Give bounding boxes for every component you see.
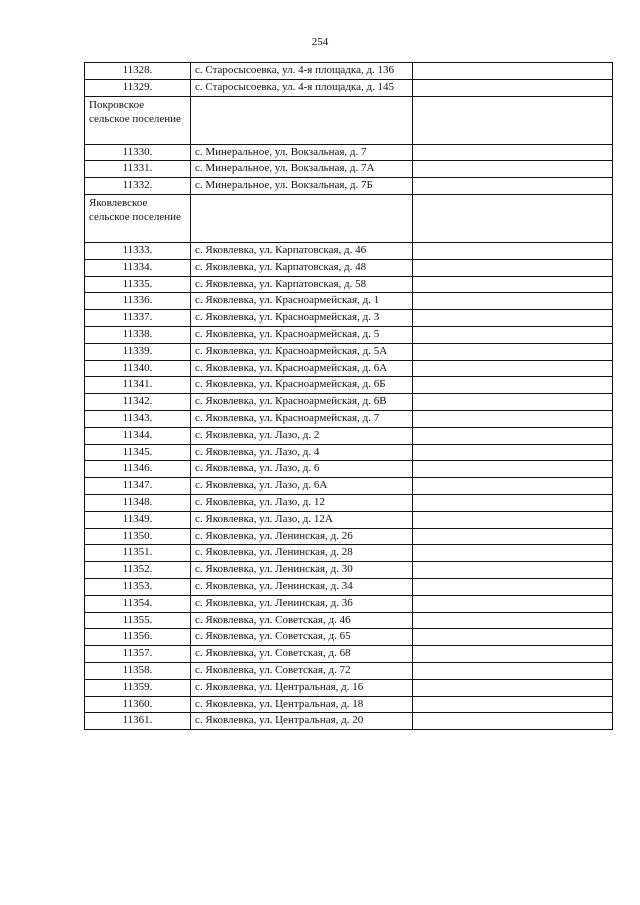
section-name: Покровское сельское поселение bbox=[85, 96, 191, 144]
row-address: с. Яковлевка, ул. Лазо, д. 6А bbox=[191, 478, 413, 495]
row-extra bbox=[413, 562, 613, 579]
row-extra bbox=[413, 629, 613, 646]
row-number: 11337. bbox=[85, 310, 191, 327]
table-row bbox=[85, 545, 613, 562]
address-table bbox=[84, 62, 613, 730]
table-row bbox=[85, 310, 613, 327]
row-address: с. Яковлевка, ул. Ленинская, д. 26 bbox=[191, 528, 413, 545]
row-address: с. Яковлевка, ул. Красноармейская, д. 6Б bbox=[191, 377, 413, 394]
table-row bbox=[85, 511, 613, 528]
table-row bbox=[85, 360, 613, 377]
row-number: 11358. bbox=[85, 662, 191, 679]
row-extra bbox=[413, 293, 613, 310]
row-extra bbox=[413, 161, 613, 178]
row-number: 11349. bbox=[85, 511, 191, 528]
row-extra bbox=[413, 259, 613, 276]
row-extra bbox=[413, 494, 613, 511]
row-extra bbox=[413, 427, 613, 444]
table-row bbox=[85, 578, 613, 595]
section-row bbox=[85, 194, 613, 242]
row-number: 11333. bbox=[85, 242, 191, 259]
section-row bbox=[85, 96, 613, 144]
table-row bbox=[85, 242, 613, 259]
table-row bbox=[85, 662, 613, 679]
row-address: с. Яковлевка, ул. Центральная, д. 16 bbox=[191, 679, 413, 696]
section-name: Яковлевское сельское поселение bbox=[85, 194, 191, 242]
table-row bbox=[85, 410, 613, 427]
row-extra bbox=[413, 662, 613, 679]
row-address: с. Яковлевка, ул. Красноармейская, д. 6А bbox=[191, 360, 413, 377]
row-number: 11332. bbox=[85, 178, 191, 195]
row-extra bbox=[413, 679, 613, 696]
row-address: с. Яковлевка, ул. Советская, д. 68 bbox=[191, 646, 413, 663]
row-extra bbox=[413, 63, 613, 80]
empty-cell bbox=[413, 96, 613, 144]
table-row bbox=[85, 326, 613, 343]
empty-cell bbox=[191, 96, 413, 144]
row-address: с. Яковлевка, ул. Лазо, д. 12А bbox=[191, 511, 413, 528]
table-row bbox=[85, 679, 613, 696]
row-number: 11356. bbox=[85, 629, 191, 646]
row-extra bbox=[413, 612, 613, 629]
table-row bbox=[85, 259, 613, 276]
row-number: 11329. bbox=[85, 79, 191, 96]
table-row bbox=[85, 293, 613, 310]
row-extra bbox=[413, 511, 613, 528]
table-row bbox=[85, 444, 613, 461]
row-number: 11361. bbox=[85, 713, 191, 730]
row-number: 11336. bbox=[85, 293, 191, 310]
row-address: с. Минеральное, ул. Вокзальная, д. 7А bbox=[191, 161, 413, 178]
row-number: 11335. bbox=[85, 276, 191, 293]
row-extra bbox=[413, 326, 613, 343]
row-number: 11339. bbox=[85, 343, 191, 360]
row-number: 11359. bbox=[85, 679, 191, 696]
row-address: с. Яковлевка, ул. Красноармейская, д. 6В bbox=[191, 394, 413, 411]
row-extra bbox=[413, 646, 613, 663]
row-extra bbox=[413, 713, 613, 730]
row-address: с. Минеральное, ул. Вокзальная, д. 7 bbox=[191, 144, 413, 161]
row-address: с. Яковлевка, ул. Карпатовская, д. 48 bbox=[191, 259, 413, 276]
row-extra bbox=[413, 242, 613, 259]
row-address: с. Яковлевка, ул. Карпатовская, д. 58 bbox=[191, 276, 413, 293]
row-address: с. Минеральное, ул. Вокзальная, д. 7Б bbox=[191, 178, 413, 195]
table-row bbox=[85, 595, 613, 612]
table-row bbox=[85, 144, 613, 161]
row-address: с. Яковлевка, ул. Лазо, д. 4 bbox=[191, 444, 413, 461]
row-number: 11328. bbox=[85, 63, 191, 80]
row-extra bbox=[413, 696, 613, 713]
table-row bbox=[85, 63, 613, 80]
row-extra bbox=[413, 377, 613, 394]
table-row bbox=[85, 562, 613, 579]
table-row bbox=[85, 494, 613, 511]
row-number: 11353. bbox=[85, 578, 191, 595]
row-extra bbox=[413, 276, 613, 293]
row-address: с. Яковлевка, ул. Ленинская, д. 30 bbox=[191, 562, 413, 579]
row-address: с. Яковлевка, ул. Ленинская, д. 34 bbox=[191, 578, 413, 595]
row-address: с. Старосысоевка, ул. 4-я площадка, д. 136 bbox=[191, 63, 413, 80]
table-row bbox=[85, 343, 613, 360]
row-address: с. Яковлевка, ул. Красноармейская, д. 7 bbox=[191, 410, 413, 427]
table-row bbox=[85, 461, 613, 478]
row-address: с. Старосысоевка, ул. 4-я площадка, д. 145 bbox=[191, 79, 413, 96]
row-number: 11352. bbox=[85, 562, 191, 579]
table-row bbox=[85, 79, 613, 96]
table-row bbox=[85, 528, 613, 545]
row-number: 11343. bbox=[85, 410, 191, 427]
row-number: 11357. bbox=[85, 646, 191, 663]
row-number: 11341. bbox=[85, 377, 191, 394]
row-address: с. Яковлевка, ул. Красноармейская, д. 5 bbox=[191, 326, 413, 343]
table-row bbox=[85, 646, 613, 663]
table-row bbox=[85, 629, 613, 646]
table-row bbox=[85, 713, 613, 730]
table-row bbox=[85, 276, 613, 293]
row-extra bbox=[413, 595, 613, 612]
row-address: с. Яковлевка, ул. Красноармейская, д. 5А bbox=[191, 343, 413, 360]
row-address: с. Яковлевка, ул. Лазо, д. 2 bbox=[191, 427, 413, 444]
table-row bbox=[85, 178, 613, 195]
row-extra bbox=[413, 461, 613, 478]
empty-cell bbox=[191, 194, 413, 242]
table-row bbox=[85, 612, 613, 629]
row-extra bbox=[413, 410, 613, 427]
row-address: с. Яковлевка, ул. Красноармейская, д. 1 bbox=[191, 293, 413, 310]
row-extra bbox=[413, 528, 613, 545]
row-address: с. Яковлевка, ул. Красноармейская, д. 3 bbox=[191, 310, 413, 327]
row-extra bbox=[413, 79, 613, 96]
row-number: 11344. bbox=[85, 427, 191, 444]
table-row bbox=[85, 427, 613, 444]
row-number: 11340. bbox=[85, 360, 191, 377]
address-table-body bbox=[85, 63, 613, 730]
row-number: 11346. bbox=[85, 461, 191, 478]
row-extra bbox=[413, 545, 613, 562]
row-extra bbox=[413, 444, 613, 461]
row-address: с. Яковлевка, ул. Лазо, д. 6 bbox=[191, 461, 413, 478]
row-extra bbox=[413, 343, 613, 360]
table-row bbox=[85, 161, 613, 178]
row-number: 11347. bbox=[85, 478, 191, 495]
row-number: 11334. bbox=[85, 259, 191, 276]
table-row bbox=[85, 696, 613, 713]
row-extra bbox=[413, 578, 613, 595]
row-extra bbox=[413, 178, 613, 195]
row-address: с. Яковлевка, ул. Карпатовская, д. 46 bbox=[191, 242, 413, 259]
row-number: 11355. bbox=[85, 612, 191, 629]
row-extra bbox=[413, 360, 613, 377]
row-address: с. Яковлевка, ул. Центральная, д. 18 bbox=[191, 696, 413, 713]
row-number: 11331. bbox=[85, 161, 191, 178]
row-number: 11338. bbox=[85, 326, 191, 343]
row-number: 11342. bbox=[85, 394, 191, 411]
row-number: 11345. bbox=[85, 444, 191, 461]
row-number: 11351. bbox=[85, 545, 191, 562]
row-address: с. Яковлевка, ул. Советская, д. 65 bbox=[191, 629, 413, 646]
row-address: с. Яковлевка, ул. Лазо, д. 12 bbox=[191, 494, 413, 511]
table-row bbox=[85, 377, 613, 394]
row-number: 11360. bbox=[85, 696, 191, 713]
table-row bbox=[85, 478, 613, 495]
row-extra bbox=[413, 478, 613, 495]
row-extra bbox=[413, 310, 613, 327]
row-address: с. Яковлевка, ул. Ленинская, д. 28 bbox=[191, 545, 413, 562]
row-number: 11354. bbox=[85, 595, 191, 612]
row-address: с. Яковлевка, ул. Ленинская, д. 36 bbox=[191, 595, 413, 612]
row-number: 11348. bbox=[85, 494, 191, 511]
row-address: с. Яковлевка, ул. Советская, д. 46 bbox=[191, 612, 413, 629]
row-extra bbox=[413, 394, 613, 411]
table-row bbox=[85, 394, 613, 411]
page-number: 254 bbox=[311, 36, 329, 48]
row-extra bbox=[413, 144, 613, 161]
row-address: с. Яковлевка, ул. Центральная, д. 20 bbox=[191, 713, 413, 730]
row-number: 11330. bbox=[85, 144, 191, 161]
empty-cell bbox=[413, 194, 613, 242]
row-number: 11350. bbox=[85, 528, 191, 545]
row-address: с. Яковлевка, ул. Советская, д. 72 bbox=[191, 662, 413, 679]
